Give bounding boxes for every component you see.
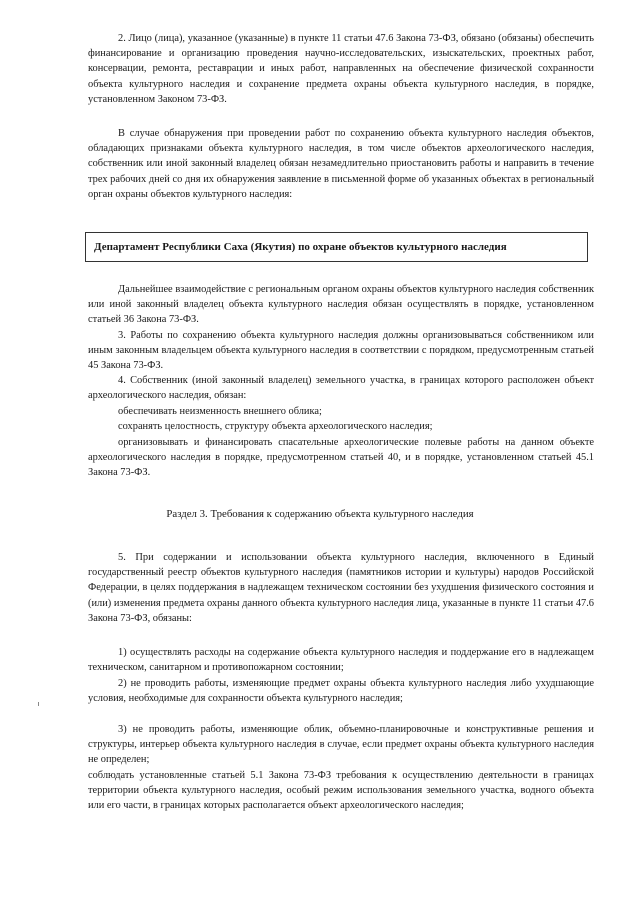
scan-mark <box>38 702 39 706</box>
paragraph-5: 5. При содержании и использовании объекта культурного наследия, включенного в Единый государственный реестр объектов культурного наследия (памятников истории и культуры) народов Российской Федерации, в целях поддержания в надлежащем техническом состоянии без ухудшения физического состояния и (или) изменения предмета охраны данного объекта культурного наследия лица, указанные в пункте 11 статьи 47.6 Закона 73-ФЗ, обязаны: <box>88 552 594 624</box>
paragraph-2: 2. Лицо (лица), указанное (указанные) в пункте 11 статьи 47.6 Закона 73-ФЗ, обязано (обязаны) обеспечить финансирование и организацию проведения научно-исследовательских, изыскательских, проектных работ, консервации, ремонта, реставрации и иных работ, направленных на обеспечение физической сохранности объекта культурного наследия и сохранение предмета охраны объекта культурного наследия, в порядке, установленном Законом 73-ФЗ. <box>88 33 594 105</box>
list-item: 2) не проводить работы, изменяющие предмет охраны объекта культурного наследия либо ухудшающие условия, необходимые для сохранности объекта культурного наследия; <box>88 678 594 705</box>
list-item: 1) осуществлять расходы на содержание объекта культурного наследия и поддержание его в надлежащем техническом, санитарном и противопожарном состоянии; <box>88 647 594 674</box>
list-item: сохранять целостность, структуру объекта археологического наследия; <box>118 421 433 432</box>
paragraph-discovery: В случае обнаружения при проведении работ по сохранению объекта культурного наследия объектов, обладающих признаками объекта культурного наследия, в том числе объектов археологического наследия, собственник или иной законный владелец обязан незамедлительно приостановить работы и направить в течение трех рабочих дней со дня их обнаружения заявление в письменной форме об указанных объектах в региональный орган охраны объектов культурного наследия: <box>88 128 594 200</box>
paragraph-4: 4. Собственник (иной законный владелец) земельного участка, в границах которого расположен объект археологического наследия, обязан: <box>88 375 594 402</box>
department-name: Департамент Республики Саха (Якутия) по охране объектов культурного наследия <box>94 241 507 253</box>
list-item: соблюдать установленные статьей 5.1 Закона 73-ФЗ требования к осуществлению деятельности в границах территории объекта культурного наследия, особый режим использования земельного участка, водного объекта или его части, в границах которых располагается объект археологического наследия; <box>88 770 594 812</box>
paragraph-interaction: Дальнейшее взаимодействие с региональным органом охраны объектов культурного наследия собственник или иной законный владелец объекта культурного наследия обязан осуществлять в порядке, установленном статьей 36 Закона 73-ФЗ. <box>88 284 594 326</box>
list-item: обеспечивать неизменность внешнего облика; <box>118 406 322 417</box>
department-box <box>85 232 588 262</box>
paragraph-3: 3. Работы по сохранению объекта культурного наследия должны организовываться собственником или иным законным владельцем объекта культурного наследия в соответствии с порядком, предусмотренным статьей 45 Закона 73-ФЗ. <box>88 330 594 372</box>
section-heading: Раздел 3. Требования к содержанию объекта культурного наследия <box>166 508 474 520</box>
list-item: 3) не проводить работы, изменяющие облик, объемно-планировочные и конструктивные решения и структуры, интерьер объекта культурного наследия в случае, если предмет охраны объекта культурного наследия не определен; <box>88 724 594 766</box>
list-item: организовывать и финансировать спасательные археологические полевые работы на данном объекте археологического наследия в порядке, предусмотренном статьей 40, и в порядке, установленном статьей 45.1 Закона 73-ФЗ. <box>88 437 594 479</box>
